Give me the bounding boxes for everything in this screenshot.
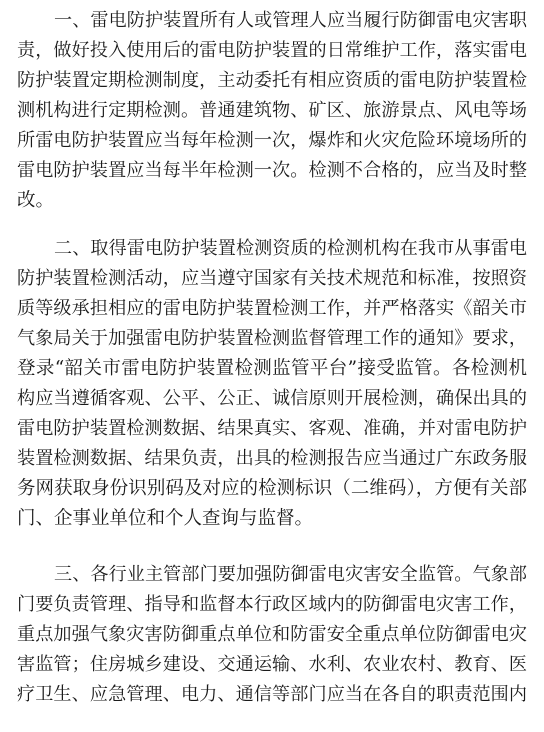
paragraph-line: 门要负责管理、指导和监督本行政区域内的防御雷电灾害工作， [17, 594, 527, 615]
paragraph-line: 防护装置定期检测制度，主动委托有相应资质的雷电防护装置检 [17, 70, 527, 91]
paragraph-line: 防护装置检测活动，应当遵守国家有关技术规范和标准，按照资 [17, 268, 527, 289]
paragraph-line: 质等级承担相应的雷电防护装置检测工作，并严格落实《韶关市 [17, 298, 527, 319]
paragraph-line: 责，做好投入使用后的雷电防护装置的日常维护工作，落实雷电 [17, 40, 527, 61]
paragraph-line: 务网获取身份识别码及对应的检测标识（二维码），方便有关部 [17, 478, 527, 499]
paragraph-line: 疗卫生、应急管理、电力、通信等部门应当在各自的职责范围内 [17, 684, 527, 705]
paragraph-line: 一、雷电防护装置所有人或管理人应当履行防御雷电灾害职 [54, 10, 527, 31]
paragraph-line: 构应当遵循客观、公平、公正、诚信原则开展检测，确保出具的 [17, 388, 527, 409]
paragraph-line: 登录“韶关市雷电防护装置检测监管平台”接受监管。各检测机 [17, 358, 527, 379]
paragraph-line: 雷电防护装置应当每半年检测一次。检测不合格的，应当及时整 [17, 160, 527, 181]
paragraph-line: 改。 [17, 190, 55, 211]
paragraph-line: 测机构进行定期检测。普通建筑物、矿区、旅游景点、风电等场 [17, 100, 527, 121]
paragraph-line: 雷电防护装置检测数据、结果真实、客观、准确，并对雷电防护 [17, 418, 527, 439]
paragraph-line: 装置检测数据、结果负责，出具的检测报告应当通过广东政务服 [17, 448, 527, 469]
paragraph-testing-institutions [17, 234, 527, 534]
paragraph-line: 重点加强气象灾害防御重点单位和防雷安全重点单位防御雷电灾 [17, 624, 527, 645]
paragraph-line: 所雷电防护装置应当每年检测一次，爆炸和火灾危险环境场所的 [17, 130, 527, 151]
paragraph-line: 气象局关于加强雷电防护装置检测监督管理工作的通知》要求， [17, 328, 527, 349]
paragraph-line: 门、企事业单位和个人查询与监督。 [17, 508, 314, 529]
paragraph-industry-supervision [17, 560, 527, 710]
paragraph-line: 害监管；住房城乡建设、交通运输、水利、农业农村、教育、医 [17, 654, 527, 675]
paragraph-line: 二、取得雷电防护装置检测资质的检测机构在我市从事雷电 [54, 238, 527, 259]
paragraph-lightning-owner-duties [17, 6, 527, 216]
paragraph-line: 三、各行业主管部门要加强防御雷电灾害安全监管。气象部 [54, 564, 527, 585]
